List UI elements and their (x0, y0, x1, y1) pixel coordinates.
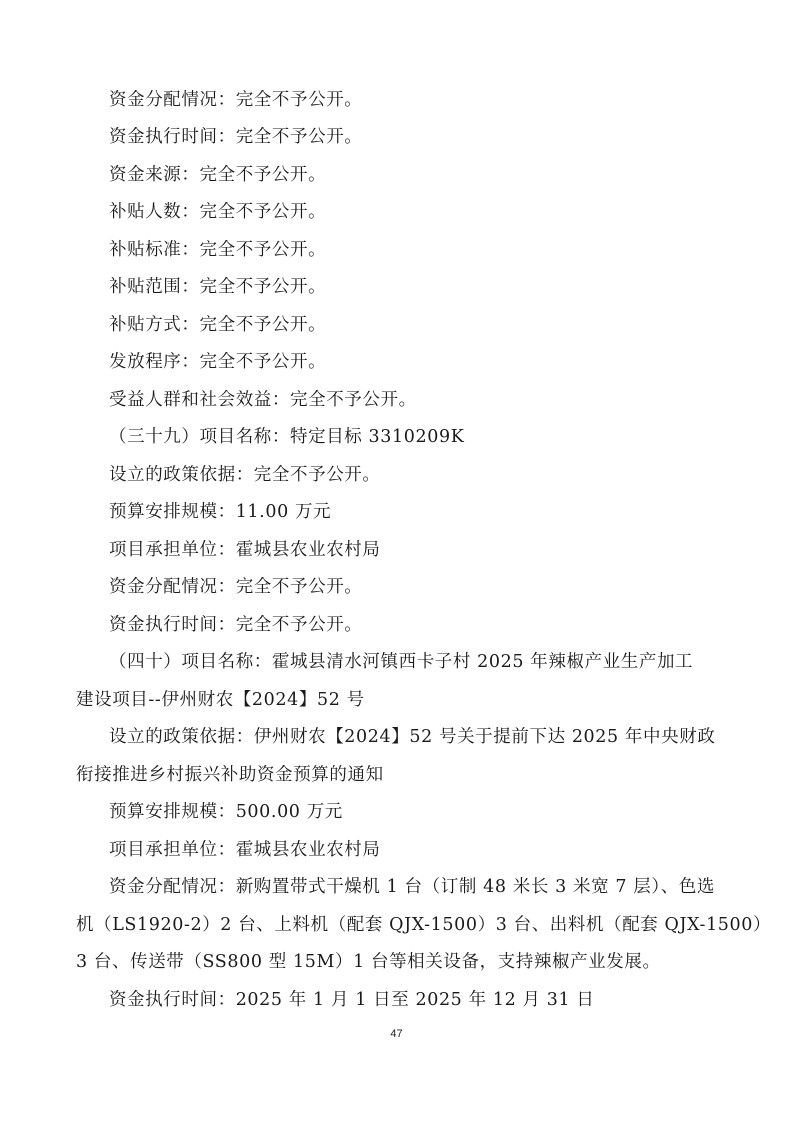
text-line-funds-execution-time: 资金执行时间：完全不予公开。 (109, 615, 363, 635)
text-line-distribution-procedure: 发放程序：完全不予公开。 (109, 352, 327, 372)
text-line-funds-allocation: 资金分配情况：完全不予公开。 (109, 90, 363, 110)
text-line-funds-allocation: 资金分配情况：新购置带式干燥机 1 台（订制 48 米长 3 米宽 7 层）、色选 (109, 877, 716, 897)
text-line-responsible-unit: 项目承担单位：霍城县农业农村局 (109, 540, 381, 560)
text-line-project-39-title: （三十九）项目名称：特定目标 3310209K (109, 427, 465, 447)
text-line-subsidy-scope: 补贴范围：完全不予公开。 (109, 277, 327, 297)
text-line-policy-basis-cont: 衔接推进乡村振兴补助资金预算的通知 (76, 765, 384, 785)
text-line-project-40-title-cont: 建设项目--伊州财农【2024】52 号 (76, 690, 365, 710)
text-line-subsidy-method: 补贴方式：完全不予公开。 (109, 315, 327, 335)
text-line-funds-allocation-cont: 机（LS1920-2）2 台、上料机（配套 QJX-1500）3 台、出料机（配套 QJX-1500） (76, 915, 772, 935)
text-line-responsible-unit: 项目承担单位：霍城县农业农村局 (109, 840, 381, 860)
text-line-beneficiaries: 受益人群和社会效益：完全不予公开。 (109, 390, 417, 410)
text-line-budget-scale: 预算安排规模：500.00 万元 (109, 802, 343, 822)
text-line-funds-allocation-cont: 3 台、传送带（SS800 型 15M）1 台等相关设备，支持辣椒产业发展。 (76, 952, 661, 972)
text-line-funds-source: 资金来源：完全不予公开。 (109, 165, 327, 185)
text-line-project-40-title: （四十）项目名称：霍城县清水河镇西卡子村 2025 年辣椒产业生产加工 (109, 652, 694, 672)
text-line-funds-execution-time: 资金执行时间：完全不予公开。 (109, 127, 363, 147)
text-line-policy-basis: 设立的政策依据：完全不予公开。 (109, 465, 381, 485)
text-line-subsidy-count: 补贴人数：完全不予公开。 (109, 202, 327, 222)
text-line-funds-execution-time: 资金执行时间：2025 年 1 月 1 日至 2025 年 12 月 31 日 (109, 990, 595, 1010)
page-number: 47 (390, 1028, 403, 1040)
text-line-budget-scale: 预算安排规模：11.00 万元 (109, 502, 332, 522)
text-line-funds-allocation: 资金分配情况：完全不予公开。 (109, 577, 363, 597)
text-line-policy-basis: 设立的政策依据：伊州财农【2024】52 号关于提前下达 2025 年中央财政 (109, 727, 716, 747)
text-line-subsidy-standard: 补贴标准：完全不予公开。 (109, 240, 327, 260)
